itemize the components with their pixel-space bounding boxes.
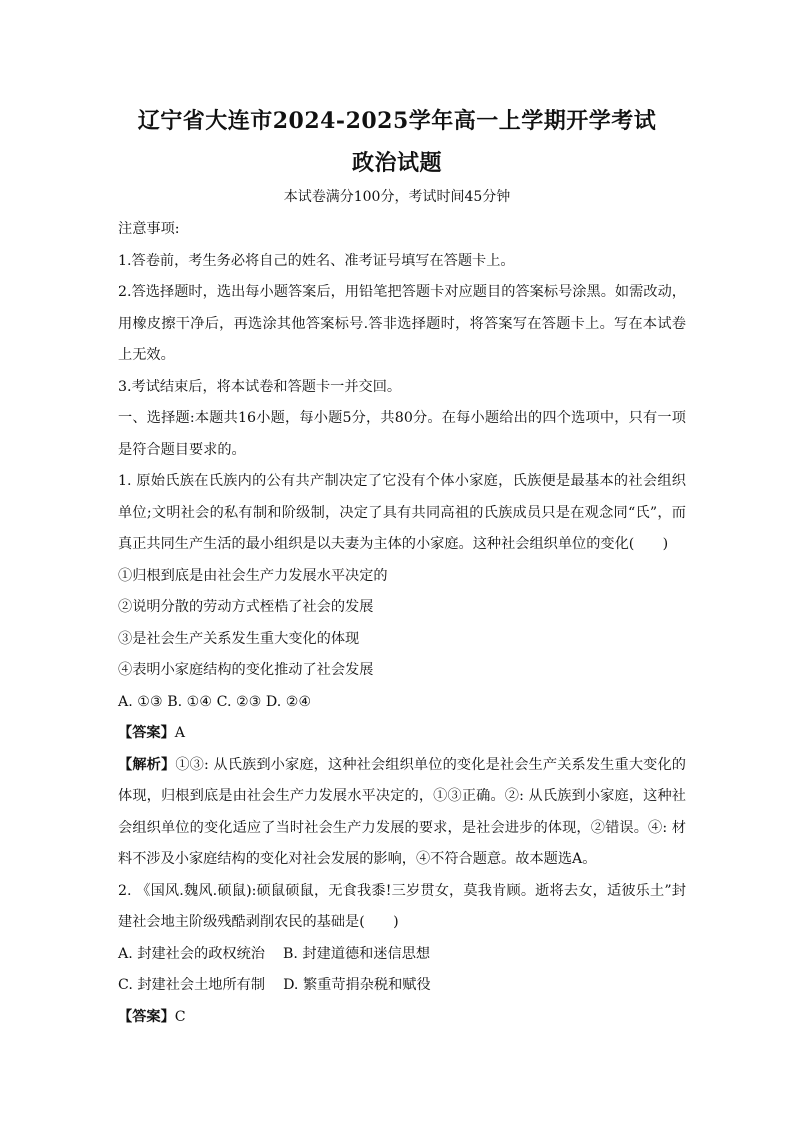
section-heading: 一、选择题:本题共16小题，每小题5分，共80分。在每小题给出的四个选项中，只有一项是符合题目要求的。 bbox=[118, 410, 686, 458]
notice-heading: 注意事项: bbox=[118, 221, 180, 237]
question-2-option: D. 繁重苛捐杂税和赋役 bbox=[283, 977, 431, 993]
notice-item: 1.答卷前，考生务必将自己的姓名、准考证号填写在答题卡上。 bbox=[118, 252, 515, 269]
question-1-answer bbox=[118, 718, 686, 750]
question-2-option: A. 封建社会的政权统治 bbox=[118, 945, 265, 962]
answer-label: 【答案】 bbox=[118, 1008, 175, 1025]
question-1-statement: ②说明分散的劳动方式桎梏了社会的发展 bbox=[118, 599, 374, 615]
exam-info: 本试卷满分100分，考试时间45分钟 bbox=[283, 189, 511, 205]
exam-subject: 政治试题 bbox=[351, 150, 442, 176]
exam-title: 辽宁省大连市2024-2025学年高一上学期开学考试 bbox=[137, 108, 657, 134]
question-2-options-row bbox=[118, 939, 686, 971]
notice-item: 2.答选择题时，选出每小题答案后，用铅笔把答题卡对应题目的答案标号涂黑。如需改动，用橡皮擦干净后，再选涂其他答案标号.答非选择题时，将答案写在答题卡上。写在本试卷上无效。 bbox=[118, 284, 686, 363]
exam-body bbox=[118, 214, 686, 1033]
question-2-stem: 2. 《国风.魏风.硕鼠):硕鼠硕鼠，无食我黍!三岁贯女，莫我肯顾。逝将去女，适彼乐土”封建社会地主阶级残酷剥削农民的基础是( ) bbox=[118, 882, 686, 930]
question-1-options: A. ①③ B. ①④ C. ②③ D. ②④ bbox=[118, 693, 312, 710]
analysis-text: ①③: 从氏族到小家庭，这种社会组织单位的变化是社会生产关系发生重大变化的体现，归根到底是由社会生产力发展水平决定的，①③正确。②: 从氏族到小家庭，这种社会组织单位的变化适应了当时社会生产力发展的要求，是社会进步的体现，②错误。④: 材料不涉及小家庭结构的变化对社会发展的影响，④不符合题意。故本题选A。 bbox=[118, 756, 686, 867]
question-2-options-row bbox=[118, 970, 686, 1002]
question-1-analysis bbox=[118, 750, 686, 876]
question-1-stem: 1. 原始氏族在氏族内的公有共产制决定了它没有个体小家庭，氏族便是最基本的社会组织单位;文明社会的私有制和阶级制，决定了具有共同高祖的氏族成员只是在观念同“氏”，而真正共同生产生活的最小组织是以夫妻为主体的小家庭。这种社会组织单位的变化( ) bbox=[118, 473, 686, 552]
question-2-option: C. 封建社会土地所有制 bbox=[118, 977, 266, 993]
answer-value: C bbox=[174, 1008, 186, 1025]
question-1-statement: ③是社会生产关系发生重大变化的体现 bbox=[118, 630, 360, 647]
question-1-statement: ④表明小家庭结构的变化推动了社会发展 bbox=[118, 662, 374, 678]
notice-item: 3.考试结束后，将本试卷和答题卡一并交回。 bbox=[118, 378, 402, 395]
answer-label: 【答案】 bbox=[118, 725, 175, 741]
analysis-label: 【解析】 bbox=[118, 756, 176, 773]
question-2-answer bbox=[118, 1002, 686, 1034]
answer-value: A bbox=[174, 725, 186, 741]
question-2-option: B. 封建道德和迷信思想 bbox=[282, 945, 431, 962]
question-1-statement: ①归根到底是由社会生产力发展水平决定的 bbox=[118, 567, 388, 584]
